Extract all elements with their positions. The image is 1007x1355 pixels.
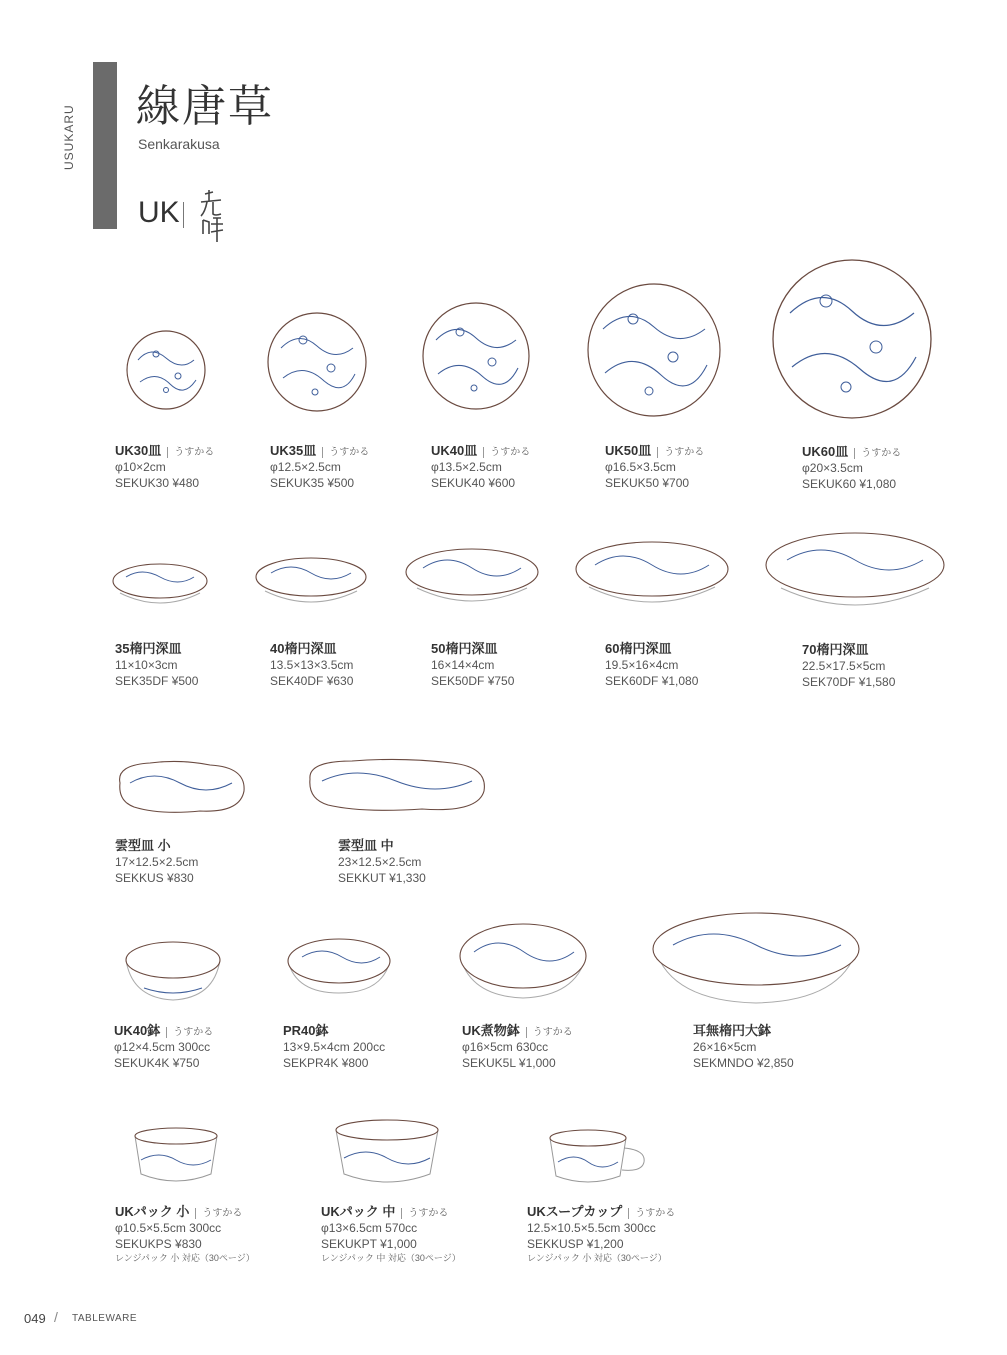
product-size: φ10.5×5.5cm 300cc [115,1221,222,1235]
product-size: φ16.5×3.5cm [605,460,676,474]
product-name: UK35皿 [270,443,317,458]
product-tag: うすかる [167,447,214,458]
oval-dish-image [112,563,208,609]
accent-bar [93,62,117,229]
plate-image [126,330,206,410]
page-subtitle: Senkarakusa [138,136,220,152]
product-50df [431,638,631,689]
product-size: φ13×6.5cm 570cc [321,1221,418,1235]
product-size: φ20×3.5cm [802,461,863,475]
product-name: UKパック 中 [321,1204,396,1219]
product-name: PR40鉢 [283,1023,329,1038]
product-code-price: SEKUKPS ¥830 [115,1237,202,1251]
product-code-price: SEKMNDO ¥2,850 [693,1056,794,1070]
product-60df [605,638,805,689]
product-size: φ16×5cm 630cc [462,1040,549,1054]
product-tag: うすかる [195,1208,242,1219]
product-size: 26×16×5cm [693,1040,757,1054]
oval-dish-image [255,557,367,609]
product-code-price: SEKUK40 ¥600 [431,476,516,490]
pack-bowl-image [334,1118,440,1188]
product-tag: うすかる [166,1027,213,1038]
side-label: USUKARU [62,104,76,170]
product-code-price: SEKUKPT ¥1,000 [321,1237,417,1251]
product-uk-pack-medium [321,1201,521,1265]
product-tag: うすかる [526,1027,573,1038]
product-uk50 [605,440,805,491]
bowl-image [458,922,588,1000]
product-name: UKパック 小 [115,1204,190,1219]
oval-dish-image [765,532,945,618]
product-size: 11×10×3cm [115,658,178,672]
product-uk60 [802,441,1002,492]
product-uk40 [431,440,631,491]
product-name: UK50皿 [605,443,652,458]
bowl-image [286,937,392,995]
product-size: 17×12.5×2.5cm [115,855,199,869]
product-name: 35楕円深皿 [115,641,182,656]
product-name: 50楕円深皿 [431,641,498,656]
product-code-price: SEK60DF ¥1,080 [605,674,699,688]
product-mimi-nashi-bowl [693,1020,893,1071]
series-name: UK [138,196,180,229]
oval-dish-image [405,548,539,610]
product-code-price: SEKPR4K ¥800 [283,1056,369,1070]
product-name: UK30皿 [115,443,162,458]
product-size: 19.5×16×4cm [605,658,679,672]
product-code-price: SEKUK30 ¥480 [115,476,200,490]
plate-image [267,312,367,412]
product-name: 70楕円深皿 [802,642,869,657]
product-size: φ13.5×2.5cm [431,460,502,474]
product-name: 雲型皿 小 [115,838,171,853]
product-size: 13×9.5×4cm 200cc [283,1040,386,1054]
bowl-image [124,940,222,1002]
product-note: レンジパック 小 対応（30ページ） [527,1253,667,1263]
product-name: UK煮物鉢 [462,1023,520,1038]
cloud-plate-image [110,757,250,817]
product-tag: うすかる [657,447,704,458]
product-tag: うすかる [854,448,901,459]
product-code-price: SEKKUS ¥830 [115,871,194,885]
product-name: UK40鉢 [114,1023,161,1038]
product-name: 耳無楕円大鉢 [693,1023,772,1038]
product-size: φ12.5×2.5cm [270,460,341,474]
product-code-price: SEKUK35 ¥500 [270,476,355,490]
product-size: 22.5×17.5×5cm [802,659,886,673]
product-name: UKスープカップ [527,1204,623,1219]
product-size: φ10×2cm [115,460,166,474]
page-number: 049 [24,1311,46,1326]
product-code-price: SEK50DF ¥750 [431,674,515,688]
product-note: レンジパック 小 対応（30ページ） [115,1253,255,1263]
product-tag: うすかる [401,1208,448,1219]
oval-dish-image [575,541,729,613]
product-size: 16×14×4cm [431,658,495,672]
footer-divider: / [54,1309,58,1325]
soup-cup-image [548,1128,648,1188]
product-code-price: SEKKUSP ¥1,200 [527,1237,624,1251]
product-tag: うすかる [322,447,369,458]
product-name: 60楕円深皿 [605,641,672,656]
product-uk-soup-cup [527,1201,727,1265]
product-code-price: SEKUK5L ¥1,000 [462,1056,556,1070]
series-divider [183,202,184,228]
product-uk-nimono-bowl [462,1020,662,1071]
bowl-image [651,911,861,1005]
footer-label: TABLEWARE [72,1313,138,1324]
product-pr40-bowl [283,1020,483,1071]
plate-image [422,302,530,410]
product-size: 12.5×10.5×5.5cm 300cc [527,1221,656,1235]
product-note: レンジパック 中 対応（30ページ） [321,1253,461,1263]
product-uk-pack-small [115,1201,315,1265]
product-tag: うすかる [628,1208,675,1219]
product-70df [802,639,1002,690]
signature-logo [197,188,225,242]
product-tag: うすかる [483,447,530,458]
plate-image [587,283,721,417]
product-name: UK60皿 [802,444,849,459]
product-size: 23×12.5×2.5cm [338,855,422,869]
product-code-price: SEK70DF ¥1,580 [802,675,896,689]
product-size: φ12×4.5cm 300cc [114,1040,211,1054]
product-code-price: SEKKUT ¥1,330 [338,871,426,885]
product-name: 40楕円深皿 [270,641,337,656]
product-code-price: SEK35DF ¥500 [115,674,199,688]
product-code-price: SEKUK4K ¥750 [114,1056,200,1070]
product-name: 雲型皿 中 [338,838,394,853]
product-kumo-medium [338,835,538,886]
pack-bowl-image [133,1126,219,1186]
cloud-plate-image [302,755,490,817]
product-code-price: SEKUK60 ¥1,080 [802,477,897,491]
product-name: UK40皿 [431,443,478,458]
plate-image [772,259,932,419]
product-code-price: SEKUK50 ¥700 [605,476,690,490]
product-kumo-small [115,835,315,886]
product-code-price: SEK40DF ¥630 [270,674,354,688]
product-size: 13.5×13×3.5cm [270,658,354,672]
page-title: 線唐草 [136,81,274,132]
